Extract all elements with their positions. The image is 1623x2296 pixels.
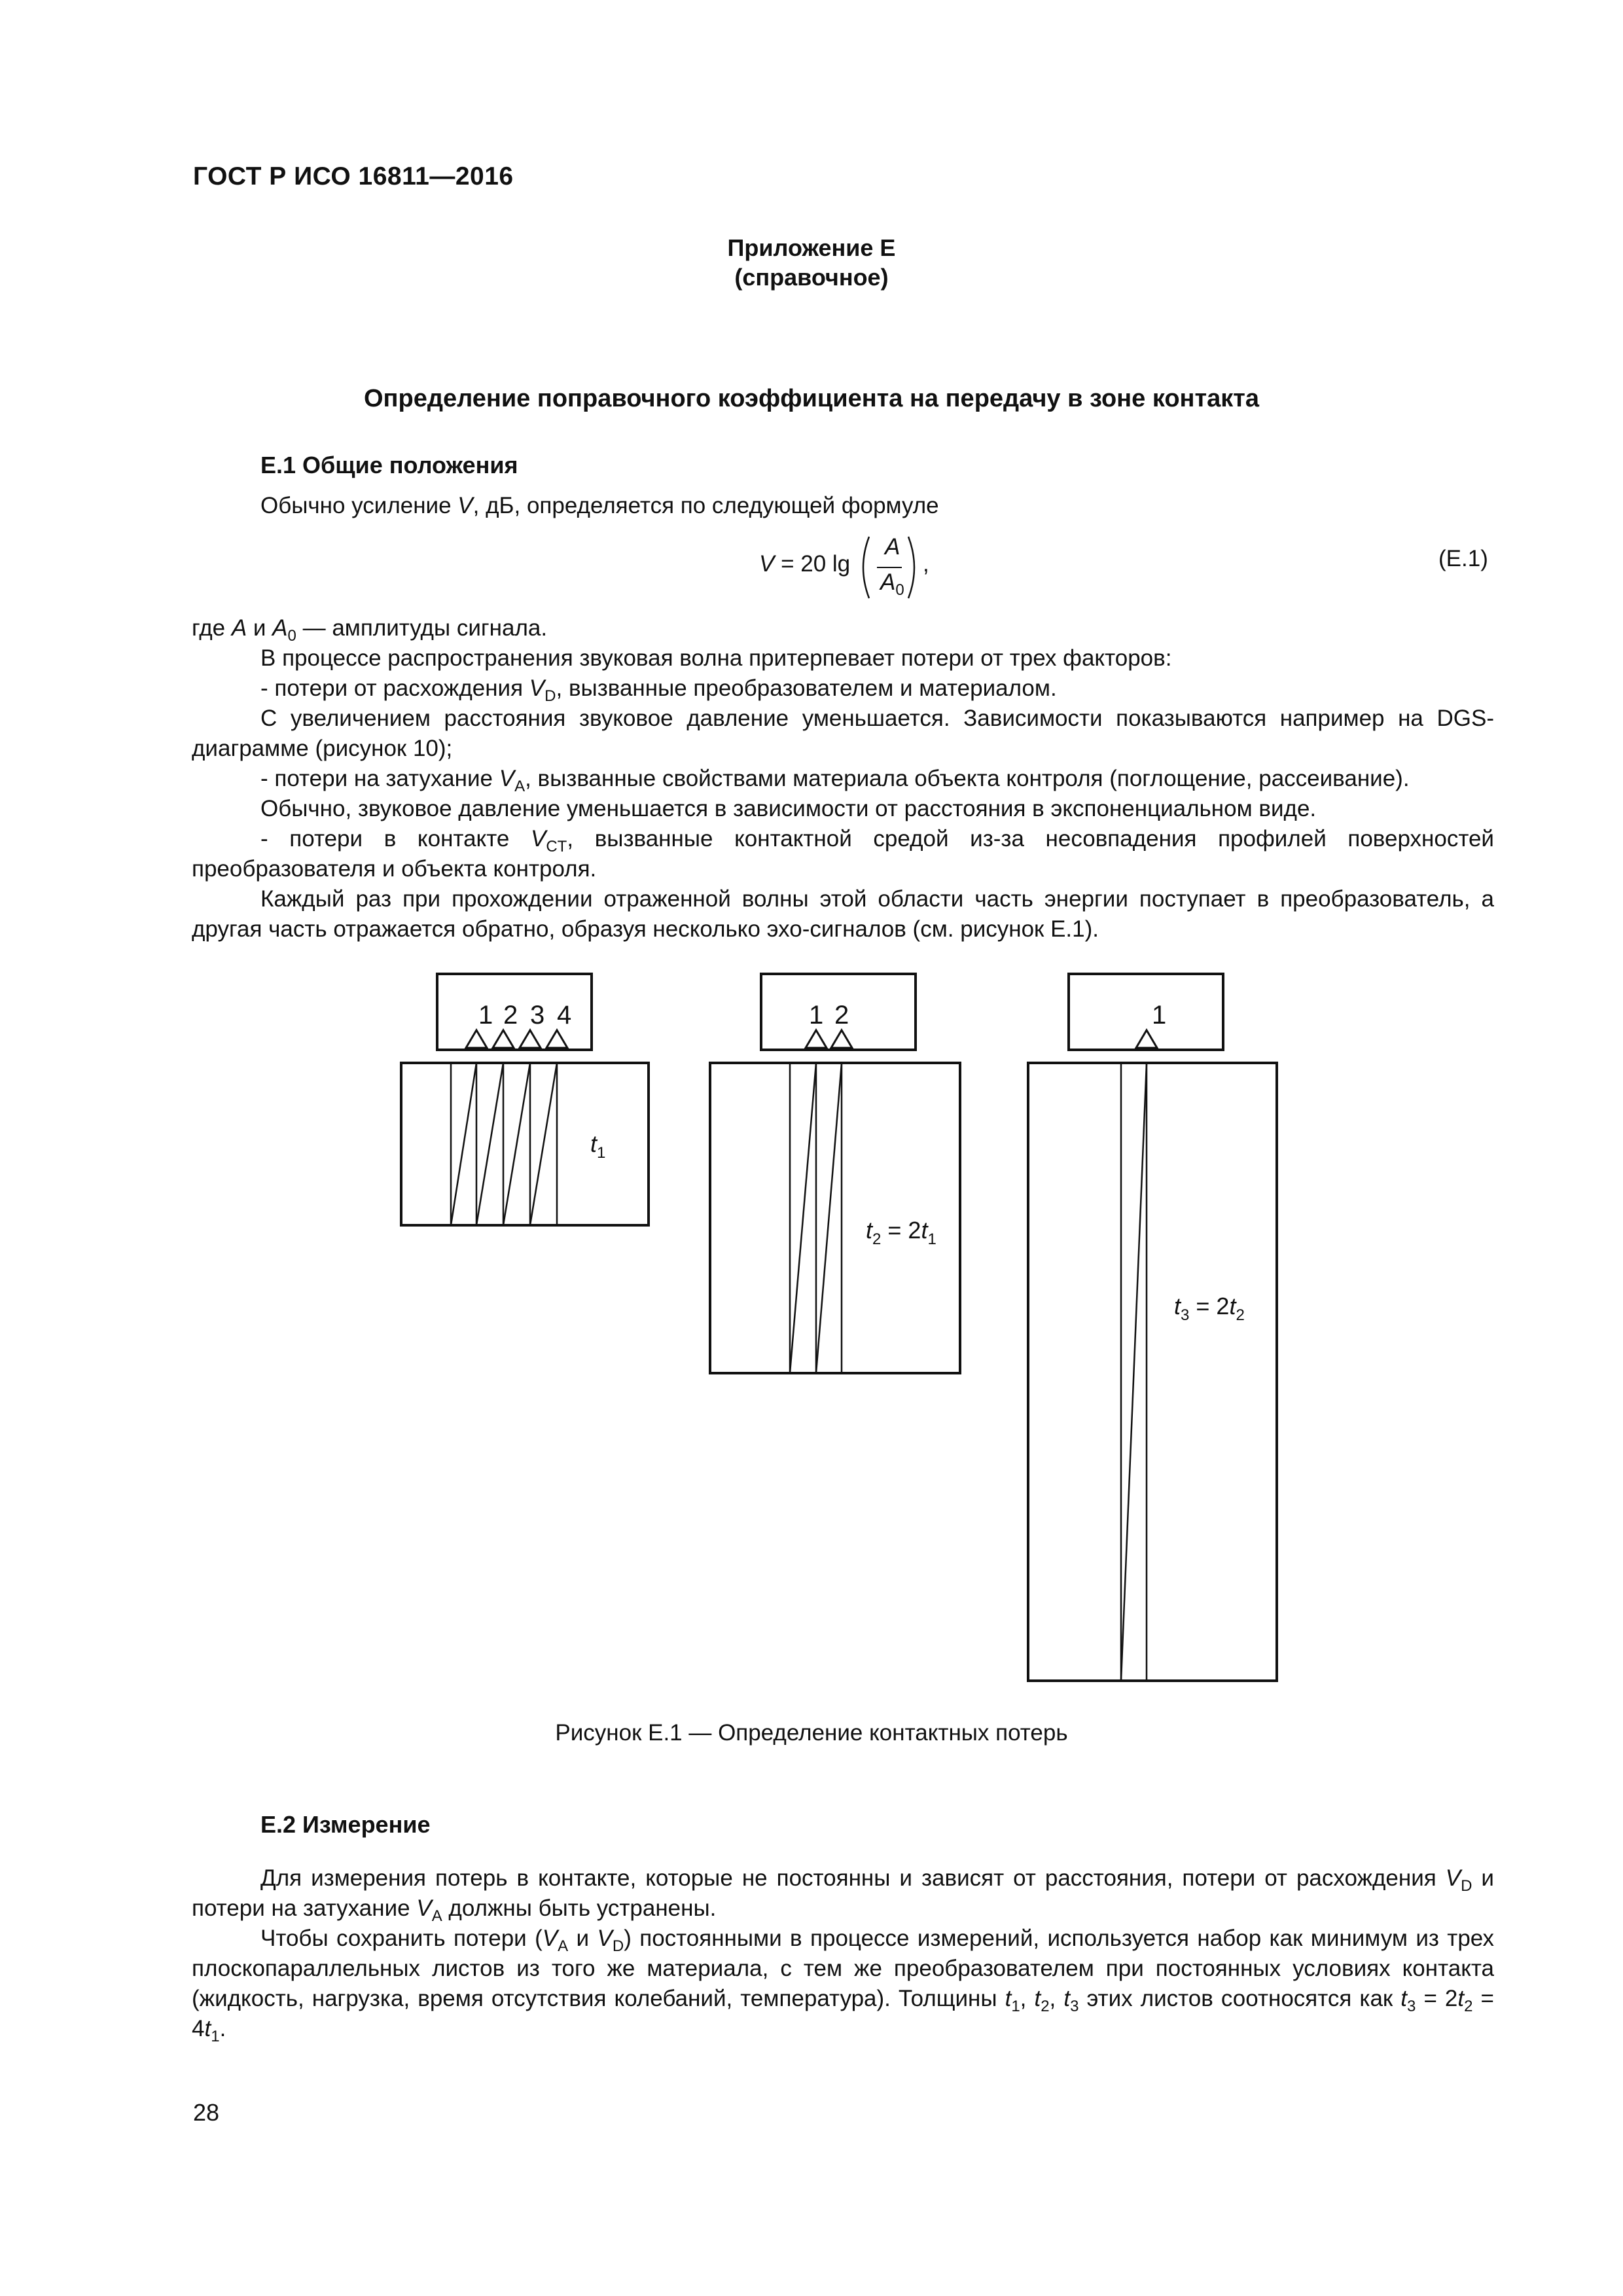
page-number: 28	[193, 2099, 220, 2126]
main-title: Определение поправочного коэффициента на передачу в зоне контакта	[363, 385, 1260, 412]
echo-label: 3	[530, 1001, 545, 1030]
document-code: ГОСТ Р ИСО 16811—2016	[193, 162, 514, 190]
where-line: где A и $A_0$ — амплитуды сигнала.	[192, 615, 548, 645]
echo-label: 1	[809, 1001, 824, 1030]
echo-label: 1	[1152, 1001, 1167, 1030]
echo-marker-2	[493, 1030, 514, 1048]
section-heading-e2: Е.2 Измерение	[260, 1811, 431, 1838]
figure-e1	[0, 956, 1623, 1715]
echo-marker-7	[1136, 1030, 1157, 1048]
appendix-title: Приложение Е	[727, 234, 896, 261]
thickness-label-3: $t_3 = 2t_2$	[1174, 1293, 1245, 1324]
paragraph-exponential: Обычно, звуковое давление уменьшается в зависимости от расстояния в экспоненциальном виде.	[260, 796, 1317, 821]
formula-number: (Е.1)	[1438, 546, 1488, 571]
echo-marker-4	[546, 1030, 567, 1048]
paragraph-echo: Каждый раз при прохождении отраженной волны этой области часть энергии поступает в преобразователь, а другая часть отражается обратно, образуя несколько эхо-сигналов (см. рисунок Е.1).	[192, 886, 1494, 942]
echo-marker-6	[831, 1030, 852, 1048]
paragraph-divergence: - потери от расхождения $V_D$, вызванные преобразователем и материалом.	[260, 675, 1057, 705]
echo-marker-1	[466, 1030, 487, 1048]
echo-label: 1	[478, 1001, 493, 1030]
section-heading-e1: Е.1 Общие положения	[260, 452, 518, 478]
echo-marker-5	[806, 1030, 827, 1048]
paragraph-plates: Чтобы сохранить потери ($V_A$ и $V_D$) постоянными в процессе измерений, используется набор как минимум из трех плоскопараллельных листов из того же материала, с тем же преобразователем при постоянных условиях контакта (жидкость, нагрузка, время отсутствия колебаний, температура). Толщины $t_1$, $t_2$, $t_3$ этих листов соотносятся как $t_3 = 2t_2 = 4t_1$.	[192, 1926, 1494, 2045]
plate-1	[401, 1063, 649, 1225]
intro-paragraph: Обычно усиление V, дБ, определяется по следующей формуле	[260, 493, 939, 518]
paragraph-attenuation: - потери на затухание $V_A$, вызванные свойствами материала объекта контроля (поглощение, рассеивание).	[260, 766, 1410, 795]
echo-marker-3	[520, 1030, 541, 1048]
figure-caption: Рисунок Е.1 — Определение контактных потерь	[555, 1720, 1068, 1746]
appendix-status: (справочное)	[734, 264, 889, 291]
paragraph-contact: - потери в контакте $V_{CT}$, вызванные контактной средой из-за несовпадения профилей поверхностей преобразователя и объекта контроля.	[192, 826, 1494, 882]
echo-label: 4	[557, 1001, 572, 1030]
plate-3	[1028, 1063, 1277, 1681]
thickness-label-1: $t_1$	[590, 1130, 606, 1162]
formula-e1: V = 20 lg A $A_0$ ,	[759, 531, 929, 603]
echo-label: 2	[503, 1001, 518, 1030]
echo-label: 2	[834, 1001, 849, 1030]
paragraph-losses: В процессе распространения звуковая волна притерпевает потери от трех факторов:	[260, 645, 1172, 671]
paragraph-dgs: С увеличением расстояния звуковое давление уменьшается. Зависимости показываются например на DGS-диаграмме (рисунок 10);	[192, 706, 1494, 761]
thickness-label-2: $t_2 = 2t_1$	[866, 1217, 936, 1248]
paragraph-measurement: Для измерения потерь в контакте, которые не постоянны и зависят от расстояния, потери от расхождения $V_D$ и потери на затухание $V_A$ должны быть устранены.	[192, 1865, 1494, 1925]
